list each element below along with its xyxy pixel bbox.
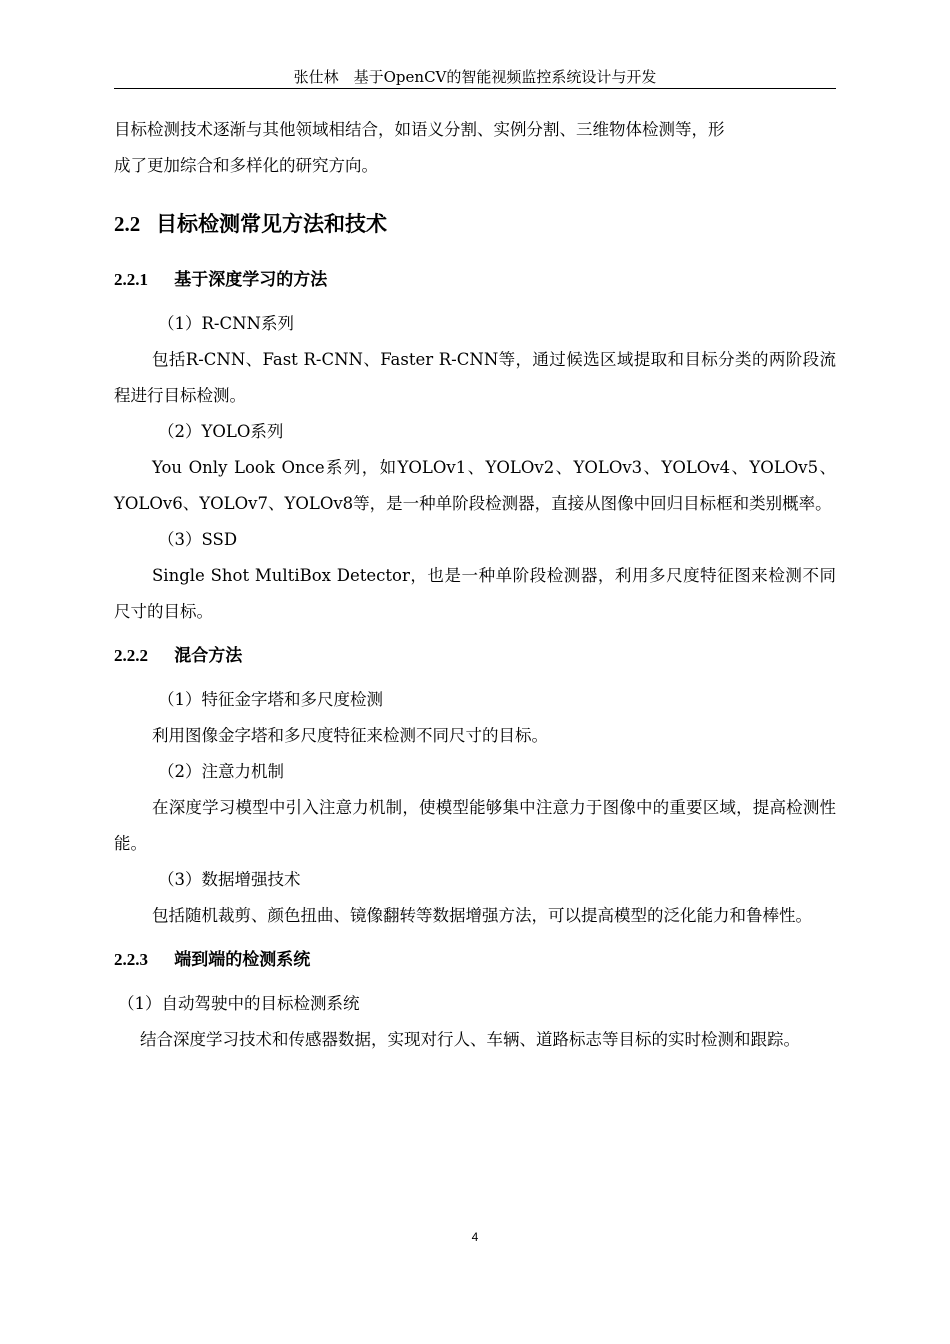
item-paragraph: 利用图像金字塔和多尺度特征来检测不同尺寸的目标。 [152, 726, 548, 745]
item-paragraph: 在深度学习模型中引入注意力机制，使模型能够集中注意力于图像中的重要区域，提高检测性能。 [114, 798, 836, 853]
running-header-text: 张仕林 基于OpenCV的智能视频监控系统设计与开发 [293, 68, 657, 86]
item-title: （3）SSD [158, 530, 238, 549]
page-number: 4 [471, 1230, 479, 1244]
section-title: 目标检测常见方法和技术 [156, 212, 387, 236]
section-heading-2-2 [114, 206, 836, 242]
item-title: （1）自动驾驶中的目标检测系统 [118, 994, 360, 1013]
item-paragraph: You Only Look Once系列，如YOLOv1、YOLOv2、YOLOv3、YOLOv4、YOLOv5、YOLOv6、YOLOv7、YOLOv8等，是一种单阶段检测器，直接从图像中回归目标框和类别概率。 [114, 458, 836, 513]
subsection-heading-2-2-2 [114, 638, 836, 674]
item-paragraph: Single Shot MultiBox Detector，也是一种单阶段检测器，利用多尺度特征图来检测不同尺寸的目标。 [114, 566, 836, 621]
item-title: （1）R-CNN系列 [158, 314, 294, 333]
subsection-number: 2.2.2 [114, 646, 148, 665]
section-number: 2.2 [114, 212, 141, 236]
page-body [114, 112, 836, 1058]
subsection-title: 基于深度学习的方法 [174, 270, 328, 289]
intro-paragraph-line: 目标检测技术逐渐与其他领域相结合，如语义分割、实例分割、三维物体检测等，形 [114, 120, 725, 139]
item-paragraph: 结合深度学习技术和传感器数据，实现对行人、车辆、道路标志等目标的实时检测和跟踪。 [140, 1030, 800, 1049]
item-title: （3）数据增强技术 [158, 870, 301, 889]
subsection-heading-2-2-3 [114, 942, 836, 978]
item-title: （2）注意力机制 [158, 762, 284, 781]
running-header [114, 66, 836, 89]
item-title: （2）YOLO系列 [158, 422, 284, 441]
subsection-title: 混合方法 [174, 646, 243, 665]
item-title: （1）特征金字塔和多尺度检测 [158, 690, 383, 709]
subsection-number: 2.2.1 [114, 270, 148, 289]
item-paragraph: 包括R-CNN、Fast R-CNN、Faster R-CNN等，通过候选区域提取和目标分类的两阶段流程进行目标检测。 [114, 350, 836, 405]
subsection-title: 端到端的检测系统 [174, 950, 311, 969]
intro-paragraph-line: 成了更加综合和多样化的研究方向。 [114, 156, 378, 175]
subsection-heading-2-2-1 [114, 262, 836, 298]
item-paragraph: 包括随机裁剪、颜色扭曲、镜像翻转等数据增强方法，可以提高模型的泛化能力和鲁棒性。 [152, 906, 812, 925]
subsection-number: 2.2.3 [114, 950, 148, 969]
